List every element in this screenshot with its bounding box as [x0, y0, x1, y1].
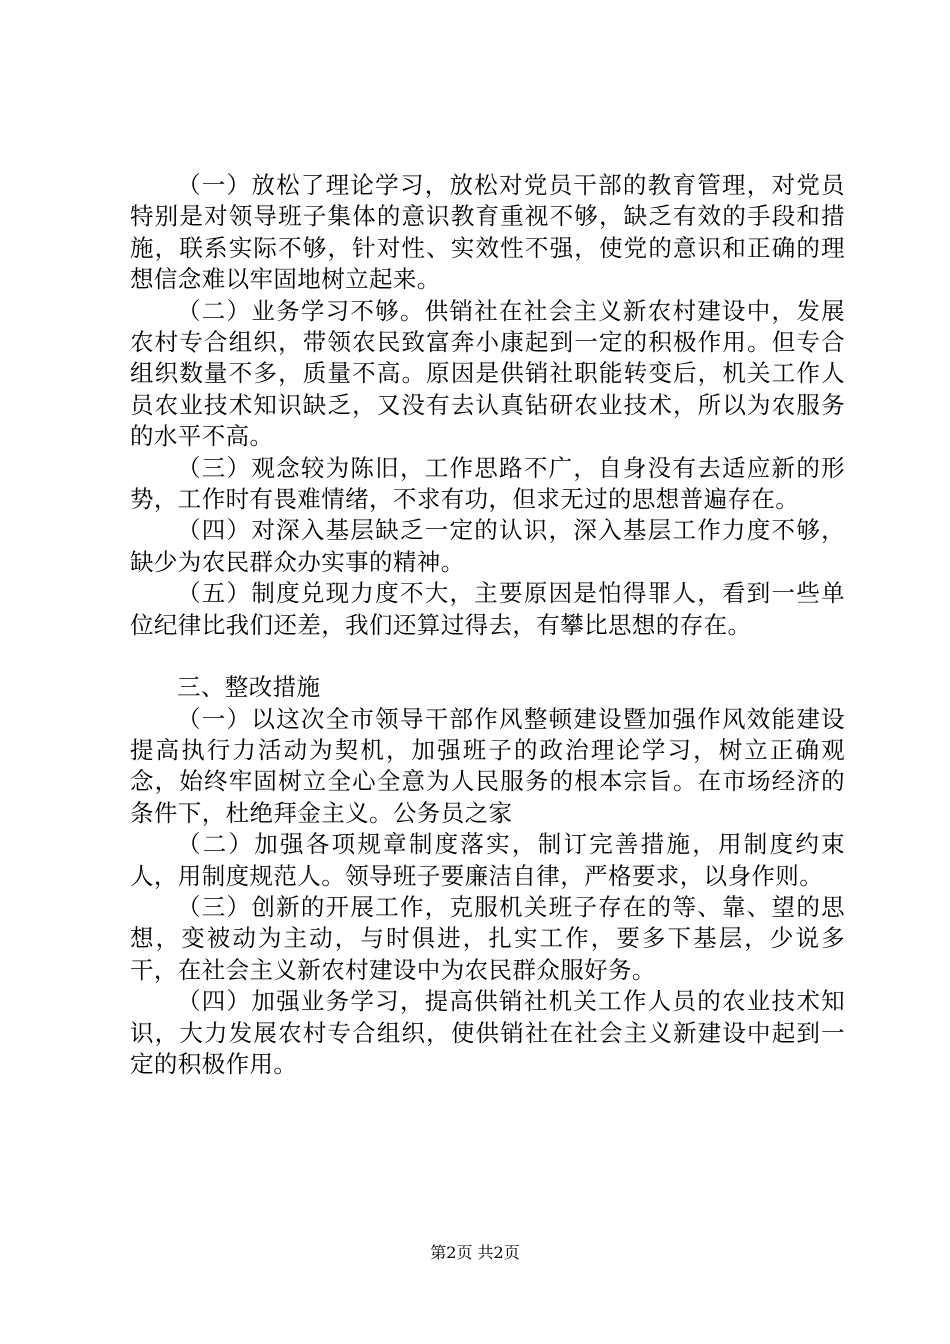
- paragraph-problem-1: （一）放松了理论学习，放松对党员干部的教育管理，对党员特别是对领导班子集体的意识教育重视不够，缺乏有效的手段和措施，联系实际不够，针对性、实效性不强，使党的意识和正确的理想信念难以牢固地树立起来。: [130, 171, 845, 294]
- section-heading-rectification: 三、整改措施: [177, 673, 321, 702]
- paragraph-measure-4: （四）加强业务学习，提高供销社机关工作人员的农业技术知识，大力发展农村专合组织，使供销社在社会主义新建设中起到一定的积极作用。: [130, 987, 845, 1078]
- paragraph-measure-1: （一）以这次全市领导干部作风整顿建设暨加强作风效能建设提高执行力活动为契机，加强班子的政治理论学习，树立正确观念，始终牢固树立全心全意为人民服务的根本宗旨。在市场经济的条件下，杜绝拜金主义。公务员之家: [130, 704, 845, 827]
- paragraph-problem-5: （五）制度兑现力度不大，主要原因是怕得罪人，看到一些单位纪律比我们还差，我们还算过得去，有攀比思想的存在。: [130, 579, 845, 639]
- page-number-footer: 第2页 共2页: [430, 1243, 520, 1262]
- paragraph-problem-2: （二）业务学习不够。供销社在社会主义新农村建设中，发展农村专合组织，带领农民致富奔小康起到一定的积极作用。但专合组织数量不多，质量不高。原因是供销社职能转变后，机关工作人员农业技术知识缺乏，又没有去认真钻研农业技术，所以为农服务的水平不高。: [130, 296, 845, 451]
- paragraph-measure-3: （三）创新的开展工作，克服机关班子存在的等、靠、望的思想，变被动为主动，与时俱进，扎实工作，要多下基层，少说多干，在社会主义新农村建设中为农民群众服好务。: [130, 892, 845, 984]
- paragraph-problem-4: （四）对深入基层缺乏一定的认识，深入基层工作力度不够，缺少为农民群众办实事的精神。: [130, 516, 845, 576]
- paragraph-problem-3: （三）观念较为陈旧，工作思路不广，自身没有去适应新的形势，工作时有畏难情绪，不求有功，但求无过的思想普遍存在。: [130, 453, 845, 514]
- document-body: [130, 170, 845, 1080]
- paragraph-measure-2: （二）加强各项规章制度落实，制订完善措施，用制度约束人，用制度规范人。领导班子要廉洁自律，严格要求，以身作则。: [130, 830, 845, 890]
